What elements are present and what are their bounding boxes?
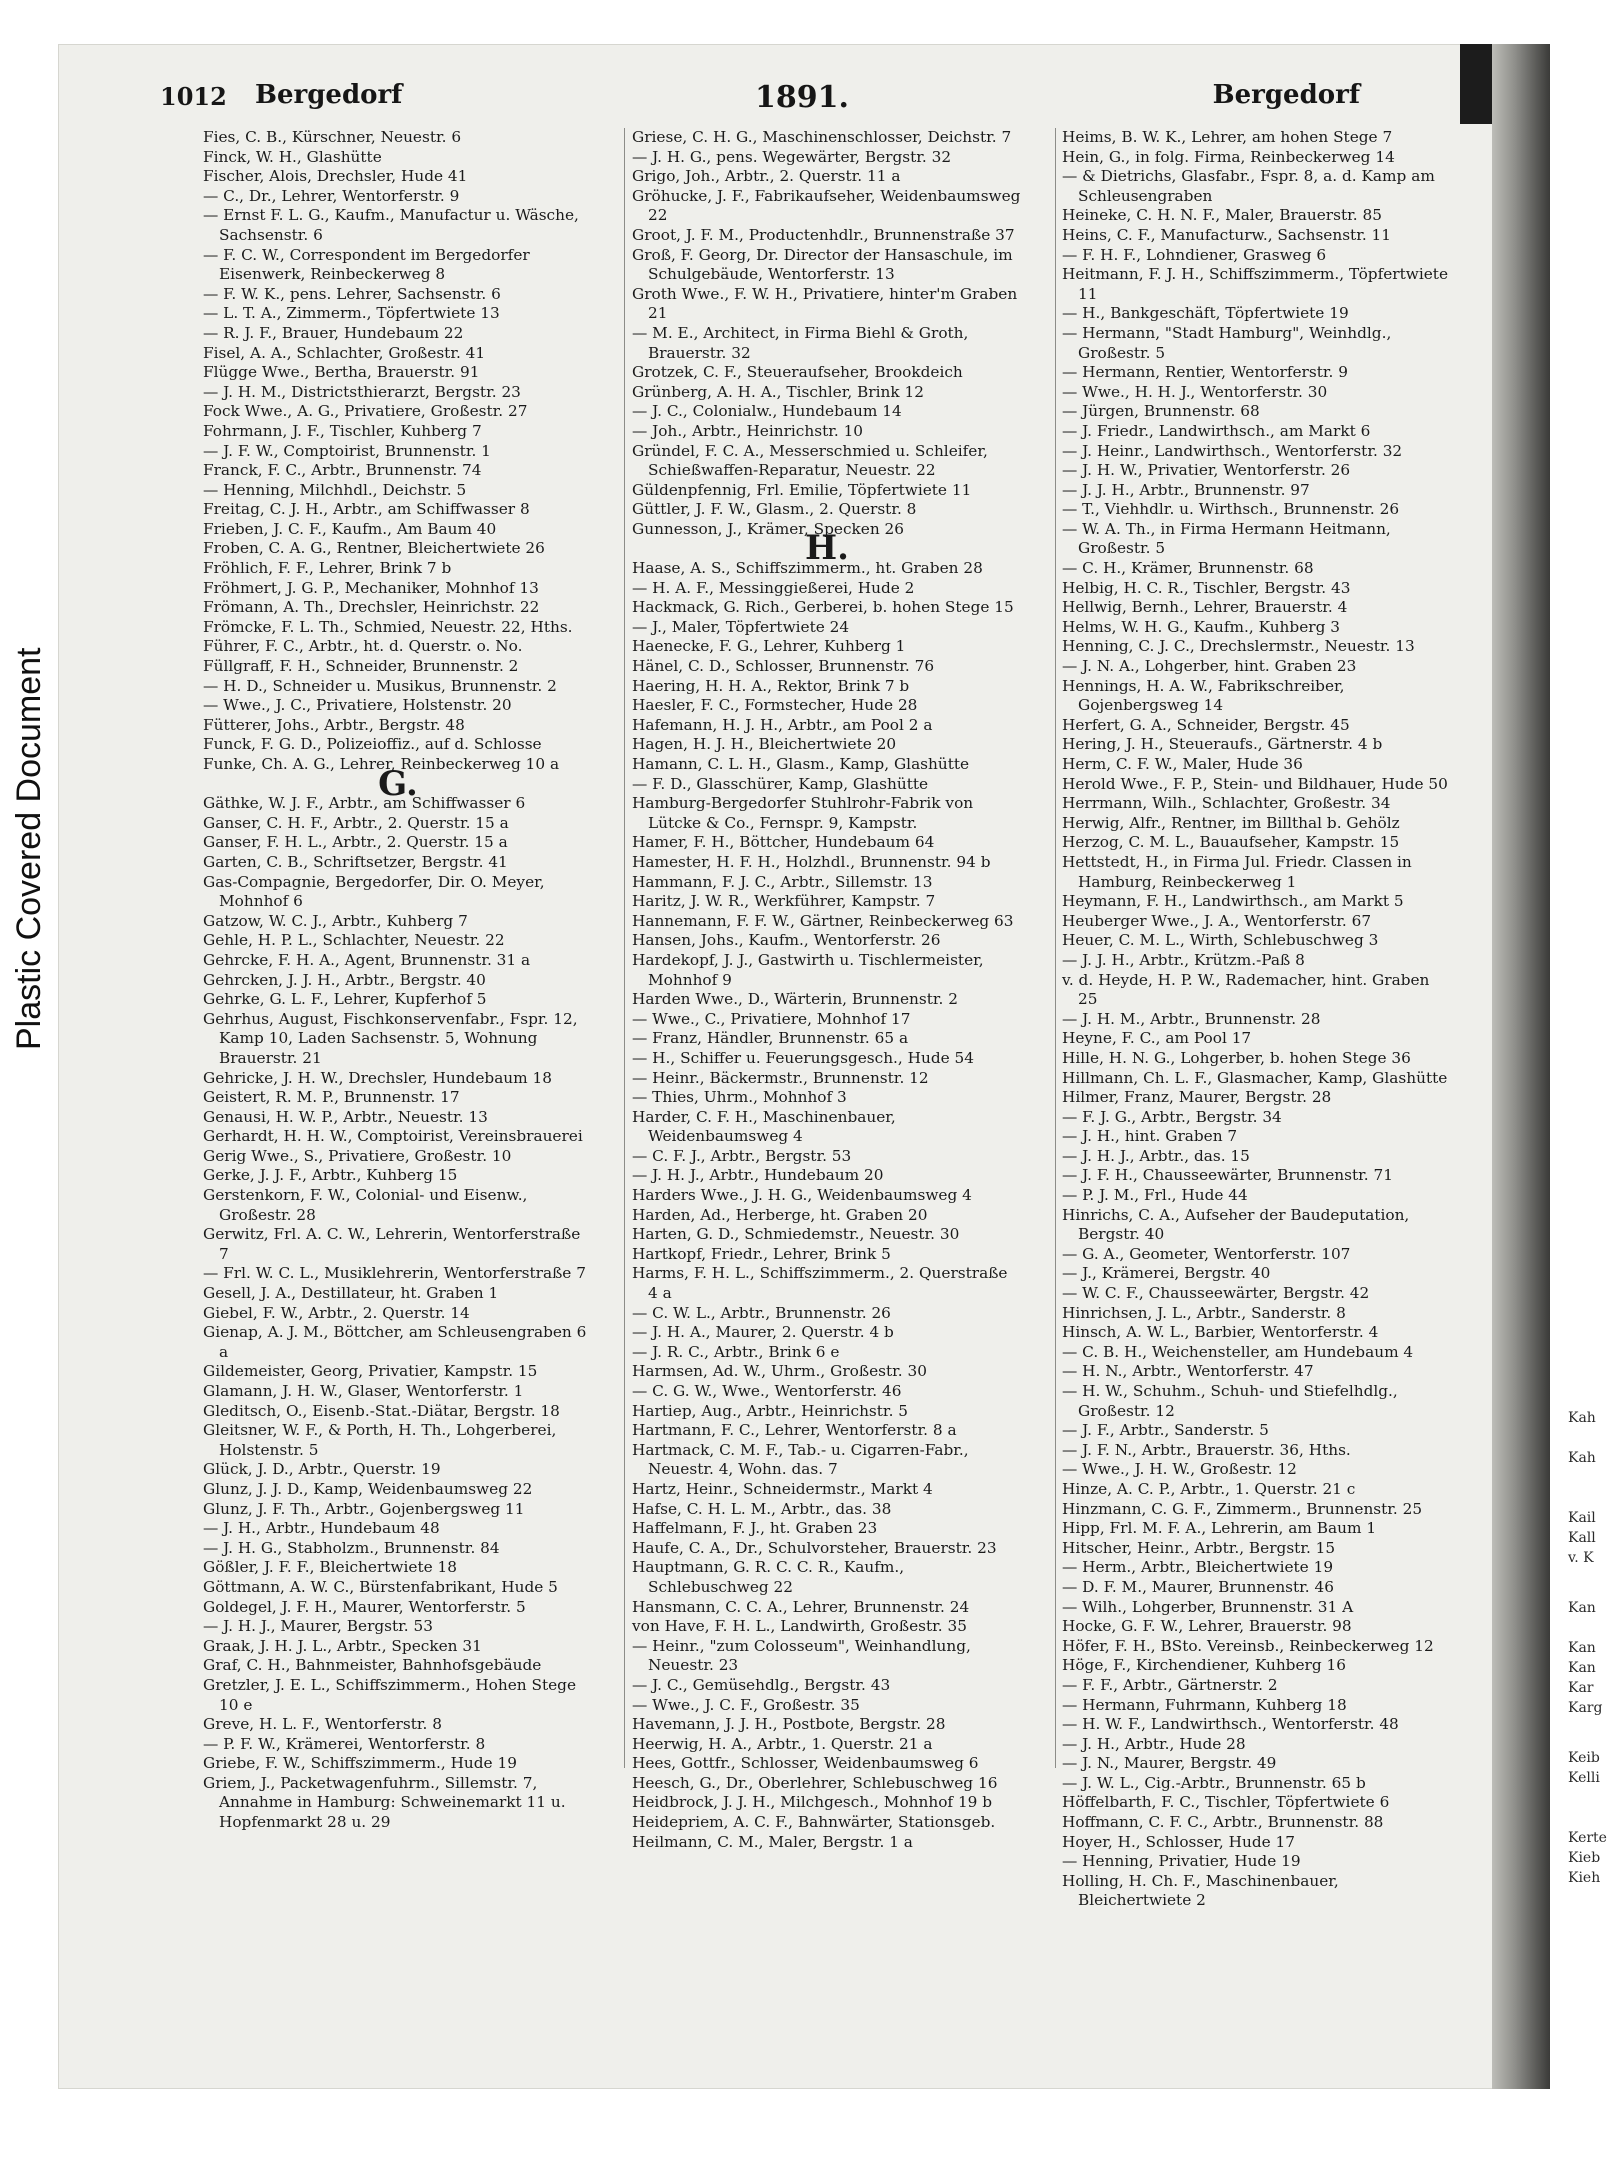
directory-entry: Heidepriem, A. C. F., Bahnwärter, Stationsgeb. bbox=[632, 1813, 996, 1832]
directory-entry: — Wwe., C., Privatiere, Mohnhof 17 bbox=[632, 1009, 911, 1028]
directory-entry: Hellwig, Bernh., Lehrer, Brauerstr. 4 bbox=[1062, 598, 1348, 617]
directory-entry: Hettstedt, H., in Firma Jul. Friedr. Classen in Hamburg, Reinbeckerweg 1 bbox=[1062, 852, 1412, 891]
directory-entry: — H. W. F., Landwirthsch., Wentorferstr. 48 bbox=[1062, 1715, 1399, 1734]
directory-entry: — J. H. J., Arbtr., das. 15 bbox=[1062, 1146, 1250, 1165]
directory-entry: Griebe, F. W., Schiffszimmerm., Hude 19 bbox=[203, 1754, 517, 1773]
directory-entry: — H., Schiffer u. Feuerungsgesch., Hude 54 bbox=[632, 1048, 975, 1067]
directory-entry: Gehrcken, J. J. H., Arbtr., Bergstr. 40 bbox=[203, 970, 486, 989]
margin-fragment: Kail bbox=[1568, 1510, 1596, 1526]
directory-entry: von Have, F. H. L., Landwirth, Großestr. 35 bbox=[632, 1617, 967, 1636]
directory-entry: Ganser, C. H. F., Arbtr., 2. Querstr. 15 a bbox=[203, 813, 509, 832]
directory-entry: Gerhardt, H. H. W., Comptoirist, Vereinsbrauerei bbox=[203, 1127, 583, 1146]
directory-entry: Gehricke, J. H. W., Drechsler, Hundebaum 18 bbox=[203, 1068, 552, 1087]
directory-entry: — J. H. M., Districtsthierarzt, Bergstr. 23 bbox=[203, 382, 521, 401]
directory-entry: — Joh., Arbtr., Heinrichstr. 10 bbox=[632, 421, 864, 440]
directory-entry: Hamester, H. F. H., Holzhdl., Brunnenstr. 94 b bbox=[632, 852, 991, 871]
page-number: 1012 bbox=[160, 82, 227, 111]
directory-entry: Goldegel, J. F. H., Maurer, Wentorferstr. 5 bbox=[203, 1597, 526, 1616]
directory-entry: Gesell, J. A., Destillateur, ht. Graben 1 bbox=[203, 1284, 499, 1303]
directory-entry: — C. B. H., Weichensteller, am Hundebaum 4 bbox=[1062, 1342, 1414, 1361]
header-left-title: Bergedorf bbox=[255, 80, 403, 110]
directory-entry: Hansmann, C. C. A., Lehrer, Brunnenstr. 24 bbox=[632, 1597, 970, 1616]
directory-entry: Güttler, J. F. W., Glasm., 2. Querstr. 8 bbox=[632, 500, 917, 519]
directory-entry: — J. N., Maurer, Bergstr. 49 bbox=[1062, 1754, 1277, 1773]
directory-entry: — J. C., Gemüsehdlg., Bergstr. 43 bbox=[632, 1675, 891, 1694]
directory-entry: Glück, J. D., Arbtr., Querstr. 19 bbox=[203, 1460, 441, 1479]
section-letter-h: H. bbox=[805, 528, 849, 569]
directory-entry: — J. J. H., Arbtr., Brunnenstr. 97 bbox=[1062, 480, 1310, 499]
directory-entry: Gunnesson, J., Krämer, Specken 26 bbox=[632, 519, 905, 538]
directory-entry: Harden Wwe., D., Wärterin, Brunnenstr. 2 bbox=[632, 990, 958, 1009]
column-3 bbox=[1062, 128, 1452, 1911]
directory-entry: Hinze, A. C. P., Arbtr., 1. Querstr. 21 c bbox=[1062, 1479, 1356, 1498]
directory-entry: — G. A., Geometer, Wentorferstr. 107 bbox=[1062, 1244, 1351, 1263]
directory-entry: Hartmack, C. M. F., Tab.- u. Cigarren-Fabr., Neuestr. 4, Wohn. das. 7 bbox=[632, 1440, 969, 1479]
directory-entry: — J. F. N., Arbtr., Brauerstr. 36, Hths. bbox=[1062, 1440, 1351, 1459]
directory-entry: — D. F. M., Maurer, Brunnenstr. 46 bbox=[1062, 1577, 1334, 1596]
directory-entry: Ganser, F. H. L., Arbtr., 2. Querstr. 15 a bbox=[203, 833, 508, 852]
directory-entry: — J. H. G., Stabholzm., Brunnenstr. 84 bbox=[203, 1538, 500, 1557]
directory-entry: — Wwe., H. H. J., Wentorferstr. 30 bbox=[1062, 382, 1328, 401]
directory-entry: Grotzek, C. F., Steueraufseher, Brookdeich bbox=[632, 363, 963, 382]
margin-fragment: Karg bbox=[1568, 1700, 1603, 1716]
directory-entry: Gerke, J. J. F., Arbtr., Kuhberg 15 bbox=[203, 1166, 458, 1185]
directory-entry: Hennings, H. A. W., Fabrikschreiber, Gojenbergsweg 14 bbox=[1062, 676, 1345, 715]
directory-entry: Gretzler, J. E. L., Schiffszimmerm., Hohen Stege 10 e bbox=[203, 1675, 577, 1714]
directory-entry: — C., Dr., Lehrer, Wentorferstr. 9 bbox=[203, 186, 460, 205]
directory-entry: — J., Krämerei, Bergstr. 40 bbox=[1062, 1264, 1271, 1283]
directory-entry: Freitag, C. J. H., Arbtr., am Schiffwasser 8 bbox=[203, 500, 530, 519]
column-rule bbox=[1055, 128, 1056, 1768]
directory-entry: Frömcke, F. L. Th., Schmied, Neuestr. 22, Hths. bbox=[203, 617, 573, 636]
directory-entry: Gehrcke, F. H. A., Agent, Brunnenstr. 31 a bbox=[203, 950, 531, 969]
directory-entry: — Hermann, "Stadt Hamburg", Weinhdlg., Großestr. 5 bbox=[1062, 323, 1392, 362]
directory-entry: Harders Wwe., J. H. G., Weidenbaumsweg 4 bbox=[632, 1186, 972, 1205]
side-label: Plastic Covered Document bbox=[10, 647, 48, 1050]
directory-entry: Gehrke, G. L. F., Lehrer, Kupferhof 5 bbox=[203, 990, 487, 1009]
directory-entry: — Wwe., J. H. W., Großestr. 12 bbox=[1062, 1460, 1297, 1479]
margin-fragment: Kan bbox=[1568, 1640, 1596, 1656]
directory-entry: Herold Wwe., F. P., Stein- und Bildhauer, Hude 50 bbox=[1062, 774, 1448, 793]
directory-entry: Herfert, G. A., Schneider, Bergstr. 45 bbox=[1062, 715, 1350, 734]
directory-entry: Hartmann, F. C., Lehrer, Wentorferstr. 8 a bbox=[632, 1421, 957, 1440]
directory-entry: Grünberg, A. H. A., Tischler, Brink 12 bbox=[632, 382, 924, 401]
directory-entry: Hinzmann, C. G. F., Zimmerm., Brunnenstr. 25 bbox=[1062, 1499, 1423, 1518]
directory-entry: — J. W. L., Cig.-Arbtr., Brunnenstr. 65 b bbox=[1062, 1773, 1366, 1792]
directory-entry: Gatzow, W. C. J., Arbtr., Kuhberg 7 bbox=[203, 911, 468, 930]
directory-entry: Hoyer, H., Schlosser, Hude 17 bbox=[1062, 1832, 1296, 1851]
column-1 bbox=[203, 128, 593, 1833]
header-right-title: Bergedorf bbox=[1212, 80, 1360, 110]
directory-entry: Hannemann, F. F. W., Gärtner, Reinbeckerweg 63 bbox=[632, 911, 1014, 930]
directory-entry: Glamann, J. H. W., Glaser, Wentorferstr. 1 bbox=[203, 1382, 524, 1400]
directory-entry: Franck, F. C., Arbtr., Brunnenstr. 74 bbox=[203, 461, 482, 480]
directory-entry: Haering, H. H. A., Rektor, Brink 7 b bbox=[632, 676, 910, 695]
directory-entry: Gehle, H. P. L., Schlachter, Neuestr. 22 bbox=[203, 931, 505, 950]
directory-entry: Herwig, Alfr., Rentner, im Billthal b. Gehölz bbox=[1062, 813, 1400, 832]
directory-entry: — J. H., hint. Graben 7 bbox=[1062, 1127, 1238, 1146]
directory-entry: Harder, C. F. H., Maschinenbauer, Weidenbaumsweg 4 bbox=[632, 1107, 896, 1146]
directory-entry: Haufe, C. A., Dr., Schulvorsteher, Brauerstr. 23 bbox=[632, 1538, 997, 1557]
directory-entry: Hartiep, Aug., Arbtr., Heinrichstr. 5 bbox=[632, 1401, 909, 1420]
directory-entry: Flügge Wwe., Bertha, Brauerstr. 91 bbox=[203, 363, 480, 382]
directory-entry: — F. J. G., Arbtr., Bergstr. 34 bbox=[1062, 1107, 1282, 1126]
directory-entry: Graak, J. H. J. L., Arbtr., Specken 31 bbox=[203, 1636, 482, 1655]
directory-entry: — H. A. F., Messinggießerei, Hude 2 bbox=[632, 578, 915, 597]
directory-entry: Harmsen, Ad. W., Uhrm., Großestr. 30 bbox=[632, 1362, 927, 1381]
directory-entry: Hamer, F. H., Böttcher, Hundebaum 64 bbox=[632, 833, 935, 852]
directory-entry: Glunz, J. F. Th., Arbtr., Gojenbergsweg 11 bbox=[203, 1499, 525, 1518]
directory-entry: — C. F. J., Arbtr., Bergstr. 53 bbox=[632, 1146, 852, 1165]
directory-entry: Gerstenkorn, F. W., Colonial- und Eisenw., Großestr. 28 bbox=[203, 1186, 528, 1224]
directory-entry: Heims, B. W. K., Lehrer, am hohen Stege 7 bbox=[1062, 128, 1393, 146]
directory-entry: Hipp, Frl. M. F. A., Lehrerin, am Baum 1 bbox=[1062, 1519, 1377, 1538]
column-2 bbox=[632, 128, 1022, 1852]
entries-f bbox=[203, 128, 593, 775]
directory-entry: — C. H., Krämer, Brunnenstr. 68 bbox=[1062, 559, 1314, 578]
directory-entry: Heerwig, H. A., Arbtr., 1. Querstr. 21 a bbox=[632, 1734, 933, 1753]
column-rule bbox=[624, 128, 625, 1768]
directory-entry: Herzog, C. M. L., Bauaufseher, Kampstr. 15 bbox=[1062, 833, 1400, 852]
entries-h bbox=[632, 559, 1022, 1852]
directory-entry: Herrmann, Wilh., Schlachter, Großestr. 34 bbox=[1062, 794, 1391, 813]
section-letter-g: G. bbox=[378, 763, 418, 804]
directory-entry: — J. H. W., Privatier, Wentorferstr. 26 bbox=[1062, 461, 1351, 480]
directory-entry: — F. C. W., Correspondent im Bergedorfer Eisenwerk, Reinbeckerweg 8 bbox=[203, 245, 530, 284]
directory-entry: Havemann, J. J. H., Postbote, Bergstr. 28 bbox=[632, 1715, 946, 1734]
directory-entry: Hinrichsen, J. L., Arbtr., Sanderstr. 8 bbox=[1062, 1303, 1346, 1322]
directory-entry: — T., Viehhdlr. u. Wirthsch., Brunnenstr. 26 bbox=[1062, 500, 1400, 519]
directory-entry: Frömann, A. Th., Drechsler, Heinrichstr. 22 bbox=[203, 598, 540, 617]
directory-entry: Hansen, Johs., Kaufm., Wentorferstr. 26 bbox=[632, 931, 941, 950]
directory-entry: Fütterer, Johs., Arbtr., Bergstr. 48 bbox=[203, 715, 465, 734]
directory-entry: — Heinr., "zum Colosseum", Weinhandlung, Neuestr. 23 bbox=[632, 1636, 971, 1675]
directory-entry: Hein, G., in folg. Firma, Reinbeckerweg 14 bbox=[1062, 147, 1395, 166]
directory-entry: Hartkopf, Friedr., Lehrer, Brink 5 bbox=[632, 1244, 891, 1263]
directory-entry: Hitscher, Heinr., Arbtr., Bergstr. 15 bbox=[1062, 1538, 1336, 1557]
directory-entry: Frieben, J. C. F., Kaufm., Am Baum 40 bbox=[203, 519, 497, 538]
directory-entry: — & Dietrichs, Glasfabr., Fspr. 8, a. d. Kamp am Schleusengraben bbox=[1062, 167, 1435, 205]
directory-entry: Heins, C. F., Manufacturw., Sachsenstr. 11 bbox=[1062, 225, 1392, 244]
directory-entry: Fohrmann, J. F., Tischler, Kuhberg 7 bbox=[203, 421, 482, 440]
directory-entry: Hille, H. N. G., Lohgerber, b. hohen Stege 36 bbox=[1062, 1048, 1411, 1067]
directory-entry: Höfer, F. H., BSto. Vereinsb., Reinbeckerweg 12 bbox=[1062, 1636, 1434, 1655]
directory-entry: Groth Wwe., F. W. H., Privatiere, hinter'm Graben 21 bbox=[632, 284, 1018, 323]
directory-entry: Haffelmann, F. J., ht. Graben 23 bbox=[632, 1519, 878, 1538]
directory-entry: Gehrhus, August, Fischkonservenfabr., Fspr. 12, Kamp 10, Laden Sachsenstr. 5, Wohnung Brauerstr. 21 bbox=[203, 1009, 578, 1067]
directory-entry: — M. E., Architect, in Firma Biehl & Groth, Brauerstr. 32 bbox=[632, 323, 969, 362]
directory-entry: — Herm., Arbtr., Bleichertwiete 19 bbox=[1062, 1558, 1334, 1577]
directory-entry: Heuer, C. M. L., Wirth, Schlebuschweg 3 bbox=[1062, 931, 1379, 950]
directory-entry: Fisel, A. A., Schlachter, Großestr. 41 bbox=[203, 343, 486, 362]
directory-entry: — Hermann, Rentier, Wentorferstr. 9 bbox=[1062, 363, 1348, 382]
directory-entry: — J. H. G., pens. Wegewärter, Bergstr. 32 bbox=[632, 147, 952, 166]
directory-entry: — Wwe., J. C., Privatiere, Holstenstr. 20 bbox=[203, 696, 512, 715]
directory-entry: Gründel, F. C. A., Messerschmied u. Schleifer, Schießwaffen-Reparatur, Neuestr. 22 bbox=[632, 441, 988, 480]
directory-entry: Gröhucke, J. F., Fabrikaufseher, Weidenbaumsweg 22 bbox=[632, 186, 1021, 225]
directory-entry: — C. G. W., Wwe., Wentorferstr. 46 bbox=[632, 1382, 902, 1400]
directory-entry: — J. H. A., Maurer, 2. Querstr. 4 b bbox=[632, 1323, 894, 1342]
directory-entry: Harten, G. D., Schmiedemstr., Neuestr. 30 bbox=[632, 1225, 960, 1244]
directory-entry: — Ernst F. L. G., Kaufm., Manufactur u. Wäsche, Sachsenstr. 6 bbox=[203, 206, 579, 244]
directory-entry: Führer, F. C., Arbtr., ht. d. Querstr. o. No. bbox=[203, 637, 523, 656]
directory-entry: Haesler, F. C., Formstecher, Hude 28 bbox=[632, 696, 918, 715]
directory-entry: Hinsch, A. W. L., Barbier, Wentorferstr. 4 bbox=[1062, 1323, 1379, 1342]
directory-entry: Harden, Ad., Herberge, ht. Graben 20 bbox=[632, 1205, 928, 1224]
directory-entry: Fies, C. B., Kürschner, Neuestr. 6 bbox=[203, 128, 462, 146]
directory-entry: — W. A. Th., in Firma Hermann Heitmann, Großestr. 5 bbox=[1062, 519, 1391, 558]
directory-entry: Gas-Compagnie, Bergedorfer, Dir. O. Meyer, Mohnhof 6 bbox=[203, 872, 545, 911]
directory-entry: Gößler, J. F. F., Bleichertwiete 18 bbox=[203, 1558, 457, 1577]
directory-entry: Glunz, J. J. D., Kamp, Weidenbaumsweg 22 bbox=[203, 1479, 533, 1498]
directory-entry: — J. H. M., Arbtr., Brunnenstr. 28 bbox=[1062, 1009, 1321, 1028]
directory-entry: Helbig, H. C. R., Tischler, Bergstr. 43 bbox=[1062, 578, 1351, 597]
directory-entry: Harms, F. H. L., Schiffszimmerm., 2. Querstraße 4 a bbox=[632, 1264, 1008, 1303]
directory-entry: Gildemeister, Georg, Privatier, Kampstr. 15 bbox=[203, 1362, 538, 1381]
directory-entry: Graf, C. H., Bahnmeister, Bahnhofsgebäude bbox=[203, 1656, 542, 1675]
margin-fragment: Keib bbox=[1568, 1750, 1600, 1766]
directory-entry: — H. D., Schneider u. Musikus, Brunnenstr. 2 bbox=[203, 676, 557, 695]
directory-entry: — F. F., Arbtr., Gärtnerstr. 2 bbox=[1062, 1675, 1278, 1694]
directory-entry: — F. D., Glasschürer, Kamp, Glashütte bbox=[632, 774, 929, 793]
directory-entry: Heitmann, F. J. H., Schiffszimmerm., Töpfertwiete 11 bbox=[1062, 265, 1448, 303]
directory-entry: — J. H., Arbtr., Hundebaum 48 bbox=[203, 1519, 440, 1538]
directory-entry: — J. J. H., Arbtr., Krützm.-Paß 8 bbox=[1062, 950, 1305, 969]
directory-entry: Hocke, G. F. W., Lehrer, Brauerstr. 98 bbox=[1062, 1617, 1352, 1636]
directory-entry: Hafse, C. H. L. M., Arbtr., das. 38 bbox=[632, 1499, 892, 1518]
directory-entry: Hardekopf, J. J., Gastwirth u. Tischlermeister, Mohnhof 9 bbox=[632, 950, 984, 989]
directory-entry: Gleitsner, W. F., & Porth, H. Th., Lohgerberei, Holstenstr. 5 bbox=[203, 1421, 557, 1459]
margin-fragment: Kah bbox=[1568, 1410, 1596, 1426]
directory-entry: Geistert, R. M. P., Brunnenstr. 17 bbox=[203, 1088, 460, 1107]
directory-entry: — J. F., Arbtr., Sanderstr. 5 bbox=[1062, 1421, 1269, 1440]
directory-entry: — J. N. A., Lohgerber, hint. Graben 23 bbox=[1062, 657, 1357, 676]
directory-entry: Hackmack, G. Rich., Gerberei, b. hohen Stege 15 bbox=[632, 598, 1014, 617]
directory-entry: Hoffmann, C. F. C., Arbtr., Brunnenstr. 88 bbox=[1062, 1813, 1384, 1832]
directory-entry: Hamann, C. L. H., Glasm., Kamp, Glashütte bbox=[632, 755, 970, 773]
margin-fragment: Kah bbox=[1568, 1450, 1596, 1466]
directory-entry: Göttmann, A. W. C., Bürstenfabrikant, Hude 5 bbox=[203, 1577, 558, 1596]
directory-entry: Genausi, H. W. P., Arbtr., Neuestr. 13 bbox=[203, 1107, 488, 1126]
directory-entry: Heyne, F. C., am Pool 17 bbox=[1062, 1029, 1252, 1048]
directory-entry: Griem, J., Packetwagenfuhrm., Sillemstr. 7, Annahme in Hamburg: Schweinemarkt 11 u. Hopfenmarkt 28 u. 29 bbox=[203, 1773, 566, 1832]
directory-entry: Gerig Wwe., S., Privatiere, Großestr. 10 bbox=[203, 1146, 512, 1165]
directory-entry: Heineke, C. H. N. F., Maler, Brauerstr. 85 bbox=[1062, 206, 1382, 225]
directory-entry: Füllgraff, F. H., Schneider, Brunnenstr. 2 bbox=[203, 657, 519, 676]
margin-fragment: Kerte bbox=[1568, 1830, 1607, 1846]
directory-entry: Fischer, Alois, Drechsler, Hude 41 bbox=[203, 167, 468, 186]
directory-entry: Froben, C. A. G., Rentner, Bleichertwiete 26 bbox=[203, 539, 545, 558]
directory-entry: — J. H., Arbtr., Hude 28 bbox=[1062, 1734, 1246, 1753]
directory-entry: — J., Maler, Töpfertwiete 24 bbox=[632, 617, 850, 636]
directory-entry: Höge, F., Kirchendiener, Kuhberg 16 bbox=[1062, 1656, 1346, 1675]
directory-entry: — Franz, Händler, Brunnenstr. 65 a bbox=[632, 1029, 909, 1048]
directory-entry: Hagen, H. J. H., Bleichertwiete 20 bbox=[632, 735, 897, 754]
directory-entry: Hammann, F. J. C., Arbtr., Sillemstr. 13 bbox=[632, 872, 933, 891]
directory-entry: — J. Friedr., Landwirthsch., am Markt 6 bbox=[1062, 421, 1371, 440]
directory-entry: Haase, A. S., Schiffszimmerm., ht. Graben 28 bbox=[632, 559, 983, 578]
directory-entry: — J. C., Colonialw., Hundebaum 14 bbox=[632, 402, 902, 421]
directory-entry: Henning, C. J. C., Drechslermstr., Neuestr. 13 bbox=[1062, 637, 1415, 656]
entries-h-cont bbox=[1062, 128, 1452, 1911]
directory-entry: Höffelbarth, F. C., Tischler, Töpfertwiete 6 bbox=[1062, 1793, 1390, 1812]
directory-entry: Fröhlich, F. F., Lehrer, Brink 7 b bbox=[203, 559, 452, 578]
directory-entry: Hilmer, Franz, Maurer, Bergstr. 28 bbox=[1062, 1088, 1332, 1107]
directory-entry: Fröhmert, J. G. P., Mechaniker, Mohnhof 13 bbox=[203, 578, 539, 597]
directory-entry: Fock Wwe., A. G., Privatiere, Großestr. 27 bbox=[203, 402, 528, 421]
directory-entry: Hänel, C. D., Schlosser, Brunnenstr. 76 bbox=[632, 657, 935, 676]
book-spine bbox=[1492, 44, 1550, 2089]
directory-entry: — Henning, Privatier, Hude 19 bbox=[1062, 1852, 1301, 1871]
directory-entry: Grigo, Joh., Arbtr., 2. Querstr. 11 a bbox=[632, 167, 901, 186]
directory-entry: Gerwitz, Frl. A. C. W., Lehrerin, Wentorferstraße 7 bbox=[203, 1225, 581, 1263]
page-header bbox=[160, 80, 1360, 120]
directory-entry: Griese, C. H. G., Maschinenschlosser, Deichstr. 7 bbox=[632, 128, 1012, 146]
directory-entry: Greve, H. L. F., Wentorferstr. 8 bbox=[203, 1715, 442, 1734]
directory-entry: — J. H. J., Maurer, Bergstr. 53 bbox=[203, 1617, 433, 1636]
directory-entry: Hillmann, Ch. L. F., Glasmacher, Kamp, Glashütte bbox=[1062, 1068, 1448, 1087]
directory-entry: Hafemann, H. J. H., Arbtr., am Pool 2 a bbox=[632, 715, 933, 734]
directory-entry: — H., Bankgeschäft, Töpfertwiete 19 bbox=[1062, 304, 1349, 323]
margin-fragment: Kall bbox=[1568, 1530, 1596, 1546]
directory-entry: — J. F. W., Comptoirist, Brunnenstr. 1 bbox=[203, 441, 491, 460]
directory-entry: Heuberger Wwe., J. A., Wentorferstr. 67 bbox=[1062, 911, 1372, 930]
margin-fragment: Kieh bbox=[1568, 1870, 1601, 1886]
margin-fragment: Kar bbox=[1568, 1680, 1594, 1696]
directory-entry: — C. W. L., Arbtr., Brunnenstr. 26 bbox=[632, 1303, 891, 1322]
directory-entry: Funke, Ch. A. G., Lehrer, Reinbeckerweg 10 a bbox=[203, 755, 560, 773]
directory-entry: Gienap, A. J. M., Böttcher, am Schleusengraben 6 a bbox=[203, 1323, 587, 1361]
directory-entry: Heesch, G., Dr., Oberlehrer, Schlebuschweg 16 bbox=[632, 1773, 998, 1792]
header-year: 1891. bbox=[755, 80, 849, 115]
directory-entry: Haenecke, F. G., Lehrer, Kuhberg 1 bbox=[632, 637, 906, 656]
directory-entry: Groot, J. F. M., Productenhdlr., Brunnenstraße 37 bbox=[632, 225, 1015, 244]
directory-entry: Funck, F. G. D., Polizeioffiz., auf d. Schlosse bbox=[203, 735, 542, 754]
entries-g bbox=[203, 794, 593, 1832]
directory-entry: — Wilh., Lohgerber, Brunnenstr. 31 A bbox=[1062, 1597, 1354, 1616]
directory-entry: Holling, H. Ch. F., Maschinenbauer, Bleichertwiete 2 bbox=[1062, 1871, 1339, 1910]
directory-entry: Hinrichs, C. A., Aufseher der Baudeputation, Bergstr. 40 bbox=[1062, 1205, 1410, 1244]
directory-entry: — Hermann, Fuhrmann, Kuhberg 18 bbox=[1062, 1695, 1347, 1714]
directory-entry: — Heinr., Bäckermstr., Brunnenstr. 12 bbox=[632, 1068, 929, 1087]
margin-fragment: Kan bbox=[1568, 1600, 1596, 1616]
directory-entry: Heidbrock, J. J. H., Milchgesch., Mohnhof 19 b bbox=[632, 1793, 993, 1812]
directory-entry: Hartz, Heinr., Schneidermstr., Markt 4 bbox=[632, 1479, 933, 1498]
directory-entry: — J. F. H., Chausseewärter, Brunnenstr. 71 bbox=[1062, 1166, 1393, 1185]
directory-entry: Finck, W. H., Glashütte bbox=[203, 147, 382, 166]
directory-entry: Hering, J. H., Steueraufs., Gärtnerstr. 4 b bbox=[1062, 735, 1383, 754]
directory-entry: — P. F. W., Krämerei, Wentorferstr. 8 bbox=[203, 1734, 486, 1753]
directory-entry: — Thies, Uhrm., Mohnhof 3 bbox=[632, 1088, 847, 1107]
directory-entry: Güldenpfennig, Frl. Emilie, Töpfertwiete 11 bbox=[632, 480, 972, 499]
directory-entry: — Jürgen, Brunnenstr. 68 bbox=[1062, 402, 1260, 421]
directory-entry: Gäthke, W. J. F., Arbtr., am Schiffwasser 6 bbox=[203, 794, 526, 813]
directory-entry: Heilmann, C. M., Maler, Bergstr. 1 a bbox=[632, 1832, 913, 1851]
directory-entry: — W. C. F., Chausseewärter, Bergstr. 42 bbox=[1062, 1284, 1370, 1303]
directory-entry: — J. Heinr., Landwirthsch., Wentorferstr. 32 bbox=[1062, 441, 1403, 460]
margin-fragment: v. K bbox=[1568, 1550, 1594, 1566]
directory-entry: — H. W., Schuhm., Schuh- und Stiefelhdlg., Großestr. 12 bbox=[1062, 1382, 1398, 1420]
directory-entry: Giebel, F. W., Arbtr., 2. Querstr. 14 bbox=[203, 1303, 470, 1322]
directory-entry: — F. W. K., pens. Lehrer, Sachsenstr. 6 bbox=[203, 284, 501, 303]
directory-entry: Hamburg-Bergedorfer Stuhlrohr-Fabrik von Lütcke & Co., Fernspr. 9, Kampstr. bbox=[632, 794, 974, 832]
directory-entry: — F. H. F., Lohndiener, Grasweg 6 bbox=[1062, 245, 1327, 264]
directory-entry: Hauptmann, G. R. C. C. R., Kaufm., Schlebuschweg 22 bbox=[632, 1558, 905, 1596]
directory-entry: Herm, C. F. W., Maler, Hude 36 bbox=[1062, 755, 1303, 773]
directory-entry: — J. H. J., Arbtr., Hundebaum 20 bbox=[632, 1166, 884, 1185]
directory-entry: Gleditsch, O., Eisenb.-Stat.-Diätar, Bergstr. 18 bbox=[203, 1401, 560, 1420]
entries-g-cont bbox=[632, 128, 1022, 539]
directory-entry: Helms, W. H. G., Kaufm., Kuhberg 3 bbox=[1062, 617, 1340, 636]
directory-entry: Heymann, F. H., Landwirthsch., am Markt 5 bbox=[1062, 892, 1404, 911]
directory-entry: — J. R. C., Arbtr., Brink 6 e bbox=[632, 1342, 840, 1361]
directory-entry: — R. J. F., Brauer, Hundebaum 22 bbox=[203, 323, 464, 342]
directory-entry: — P. J. M., Frl., Hude 44 bbox=[1062, 1186, 1248, 1205]
directory-entry: Groß, F. Georg, Dr. Director der Hansaschule, im Schulgebäude, Wentorferstr. 13 bbox=[632, 245, 1013, 284]
margin-fragment: Kelli bbox=[1568, 1770, 1600, 1786]
directory-entry: — H. N., Arbtr., Wentorferstr. 47 bbox=[1062, 1362, 1314, 1381]
directory-entry: v. d. Heyde, H. P. W., Rademacher, hint. Graben 25 bbox=[1062, 970, 1430, 1009]
directory-entry: — L. T. A., Zimmerm., Töpfertwiete 13 bbox=[203, 304, 500, 323]
margin-fragment: Kan bbox=[1568, 1660, 1596, 1676]
directory-entry: Hees, Gottfr., Schlosser, Weidenbaumsweg 6 bbox=[632, 1754, 979, 1773]
directory-entry: Garten, C. B., Schriftsetzer, Bergstr. 41 bbox=[203, 852, 508, 871]
directory-entry: — Frl. W. C. L., Musiklehrerin, Wentorferstraße 7 bbox=[203, 1264, 586, 1283]
directory-entry: — Wwe., J. C. F., Großestr. 35 bbox=[632, 1695, 860, 1714]
margin-fragment: Kieb bbox=[1568, 1850, 1601, 1866]
directory-entry: Haritz, J. W. R., Werkführer, Kampstr. 7 bbox=[632, 892, 936, 911]
directory-entry: — Henning, Milchhdl., Deichstr. 5 bbox=[203, 480, 467, 499]
